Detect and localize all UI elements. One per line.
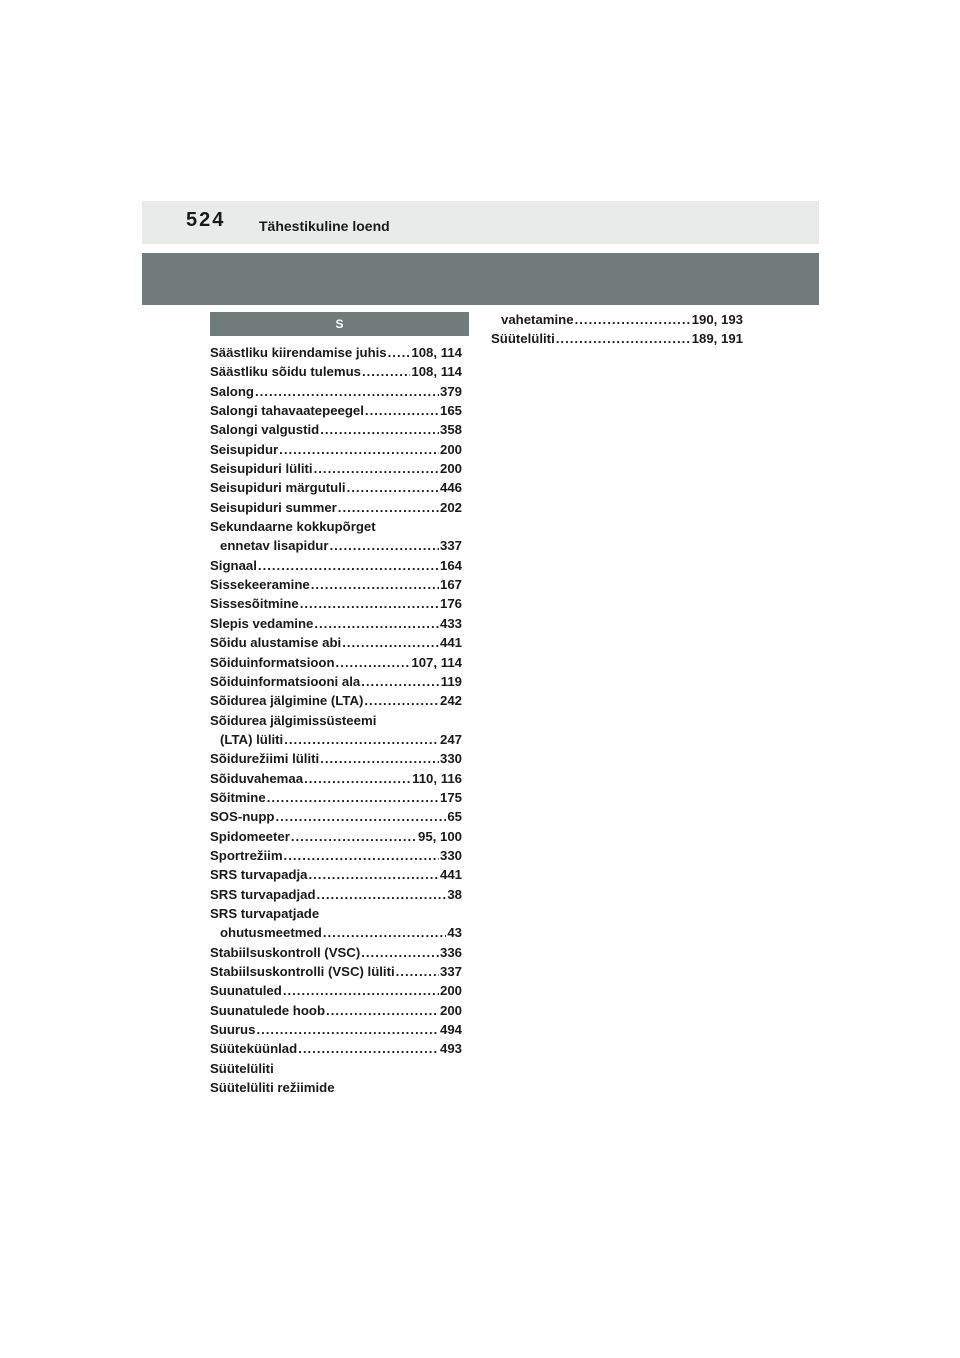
dot-leader: [291, 827, 417, 846]
index-entry-text: Säästliku kiirendamise juhis: [210, 345, 387, 360]
index-entry-text: Sissekeeramine: [210, 577, 310, 593]
index-entry-page: 108, 114: [411, 345, 462, 360]
index-entry: [210, 420, 462, 439]
index-entry-page: 190, 193: [691, 312, 743, 327]
dot-leader: [338, 498, 439, 517]
dot-leader: [575, 310, 691, 329]
index-entry-text: Süüteküünlad: [210, 1041, 298, 1057]
dot-leader: [362, 362, 410, 381]
index-entry-text: ohutusmeetmed: [220, 925, 322, 941]
index-entry-page: 330: [439, 751, 462, 767]
index-entry: [210, 943, 462, 962]
page-number: 524: [186, 209, 226, 231]
index-letter-heading: S: [210, 312, 469, 336]
dot-leader: [258, 556, 439, 575]
index-entry: [210, 749, 462, 768]
index-entry-page: 43: [447, 925, 462, 941]
dot-leader: [336, 653, 411, 672]
index-entry-text: SRS turvapadjad: [210, 886, 316, 902]
index-entry-text: Seisupiduri lüliti: [210, 461, 313, 477]
dot-leader: [284, 730, 439, 749]
index-entry-page: 200: [439, 983, 462, 999]
index-entry-page: 200: [439, 461, 462, 477]
index-entry: [210, 440, 462, 459]
index-entry-text: Stabiilsuskontroll (VSC): [210, 944, 361, 960]
index-entry-page: 336: [439, 944, 462, 960]
index-entry: [491, 329, 743, 348]
dot-leader: [308, 865, 439, 884]
index-entry: [210, 536, 462, 555]
dot-leader: [347, 478, 439, 497]
index-entry-text: Seisupiduri summer: [210, 499, 337, 515]
dot-leader: [283, 981, 439, 1000]
index-entry-text: Sõitmine: [210, 789, 266, 805]
dot-leader: [255, 382, 439, 401]
index-entry: [210, 478, 462, 497]
index-entry-text: Salong: [210, 383, 254, 399]
index-entry-text: ennetav lisapidur: [220, 538, 329, 554]
dot-leader: [365, 401, 439, 420]
index-entry-text: Slepis vedamine: [210, 615, 314, 631]
index-entry-text: (LTA) lüliti: [220, 731, 284, 747]
index-entry-text: Sõiduvahemaa: [210, 770, 304, 786]
index-entry: [210, 981, 462, 1000]
index-entry-text: Sõidu alustamise abi: [210, 635, 342, 651]
index-entry-text: Salongi tahavaatepeegel: [210, 403, 364, 419]
index-entry: [491, 310, 743, 329]
index-entry-text: Seisupiduri märgutuli: [210, 480, 346, 496]
dot-leader: [275, 807, 446, 826]
dot-leader: [317, 885, 447, 904]
page-header: [142, 201, 819, 244]
index-entry-page: 176: [439, 596, 462, 612]
dot-leader: [314, 459, 439, 478]
index-entry-text: Suurus: [210, 1022, 256, 1038]
index-entry-page: 65: [447, 809, 462, 825]
index-entry: [210, 769, 462, 788]
index-entry-page: 441: [439, 867, 462, 883]
dot-leader: [314, 614, 439, 633]
dot-leader: [298, 1039, 439, 1058]
index-entry: [210, 594, 462, 613]
index-entry: [210, 401, 462, 420]
index-entry: [210, 1039, 462, 1058]
dot-leader: [256, 1020, 439, 1039]
dot-leader: [361, 672, 440, 691]
index-entry: [210, 846, 462, 865]
dot-leader: [320, 749, 439, 768]
index-entry: [210, 382, 462, 401]
dot-leader: [396, 962, 439, 981]
index-entry-page: 337: [439, 964, 462, 979]
dot-leader: [320, 420, 439, 439]
index-entry-page: 189, 191: [691, 331, 743, 347]
dot-leader: [364, 691, 439, 710]
index-entry: [210, 459, 462, 478]
index-entry: [210, 885, 462, 904]
index-entry-page: 494: [439, 1022, 462, 1038]
index-entry: [210, 962, 462, 981]
index-entry: [210, 614, 462, 633]
index-entry-text: Seisupidur: [210, 441, 279, 457]
index-entry: [210, 498, 462, 517]
index-entry: [210, 362, 462, 381]
index-entry: [210, 517, 462, 536]
index-entry-page: 38: [447, 886, 462, 902]
index-entry: [210, 633, 462, 652]
index-entry-page: 107, 114: [411, 654, 462, 670]
index-entry-text: vahetamine: [501, 312, 574, 327]
dot-leader: [329, 536, 439, 555]
index-entry: [210, 807, 462, 826]
index-entry-page: 358: [439, 422, 462, 438]
section-title: Tähestikuline loend: [259, 218, 390, 234]
index-entry-text: SRS turvapatjade: [210, 905, 320, 921]
index-entry-page: 330: [439, 847, 462, 863]
index-entry-text: Stabiilsuskontrolli (VSC) lüliti: [210, 964, 395, 979]
index-entry-page: 200: [439, 441, 462, 457]
index-entry: [210, 827, 462, 846]
index-entry-page: 493: [439, 1041, 462, 1057]
index-entry-page: 379: [439, 383, 462, 399]
index-entry-page: 446: [439, 480, 462, 496]
index-entry: [210, 865, 462, 884]
index-entry-text: SOS-nupp: [210, 809, 275, 825]
index-entry: [210, 904, 462, 923]
header-band: [142, 253, 819, 305]
index-entry-text: Sissesõitmine: [210, 596, 299, 612]
index-entry: [210, 711, 462, 730]
index-entry-text: Süütelüliti: [210, 1060, 274, 1076]
index-entry: [210, 575, 462, 594]
index-entry-text: Sõidurea jälgimine (LTA): [210, 693, 364, 709]
index-entry-page: 247: [439, 731, 462, 747]
dot-leader: [311, 575, 439, 594]
index-entry-page: 200: [439, 1002, 462, 1018]
dot-leader: [300, 594, 439, 613]
index-entry: [210, 672, 462, 691]
index-entry-text: Suunatulede hoob: [210, 1002, 326, 1018]
index-entry: [210, 788, 462, 807]
index-entry-page: 175: [439, 789, 462, 805]
index-entry-page: 165: [439, 403, 462, 419]
index-entry-text: Süütelüliti režiimide: [210, 1080, 335, 1096]
index-entry-page: 337: [439, 538, 462, 554]
index-entry-text: Sõiduinformatsiooni ala: [210, 673, 361, 689]
index-entry-text: Sekundaarne kokkupõrget: [210, 519, 376, 535]
index-entry-page: 108, 114: [411, 364, 462, 380]
index-entry: [210, 691, 462, 710]
index-entry-page: 110, 116: [412, 770, 462, 786]
dot-leader: [323, 923, 446, 942]
index-column-left: [210, 343, 462, 1097]
index-entry-text: Sõiduinformatsioon: [210, 654, 335, 670]
index-entry: [210, 653, 462, 672]
index-entry: [210, 343, 462, 362]
index-entry-text: Sportrežiim: [210, 847, 283, 863]
index-entry-text: Salongi valgustid: [210, 422, 320, 438]
dot-leader: [326, 1001, 439, 1020]
index-entry-text: Säästliku sõidu tulemus: [210, 364, 361, 380]
index-entry-page: 119: [440, 673, 462, 689]
index-entry: [210, 1001, 462, 1020]
index-entry-text: Spidomeeter: [210, 828, 290, 844]
dot-leader: [388, 343, 411, 362]
dot-leader: [556, 329, 691, 348]
index-column-right: [491, 310, 743, 349]
dot-leader: [342, 633, 439, 652]
dot-leader: [361, 943, 439, 962]
index-entry-text: SRS turvapadja: [210, 867, 308, 883]
index-entry-text: Süütelüliti: [491, 331, 555, 347]
index-entry-text: Sõidurežiimi lüliti: [210, 751, 320, 767]
index-entry-page: 441: [439, 635, 462, 651]
dot-leader: [279, 440, 439, 459]
index-entry-page: 95, 100: [418, 828, 462, 844]
dot-leader: [304, 769, 411, 788]
index-entry-text: Sõidurea jälgimissüsteemi: [210, 712, 377, 728]
dot-leader: [284, 846, 439, 865]
index-entry: [210, 1059, 462, 1078]
index-entry-page: 202: [439, 499, 462, 515]
index-entry-page: 164: [439, 557, 462, 573]
index-entry-page: 167: [439, 577, 462, 593]
dot-leader: [267, 788, 439, 807]
index-entry: [210, 923, 462, 942]
index-entry-text: Signaal: [210, 557, 257, 573]
index-entry: [210, 730, 462, 749]
index-entry: [210, 556, 462, 575]
index-entry-page: 433: [439, 615, 462, 631]
index-entry-text: Suunatuled: [210, 983, 282, 999]
index-entry: [210, 1078, 462, 1097]
index-entry: [210, 1020, 462, 1039]
index-entry-page: 242: [439, 693, 462, 709]
